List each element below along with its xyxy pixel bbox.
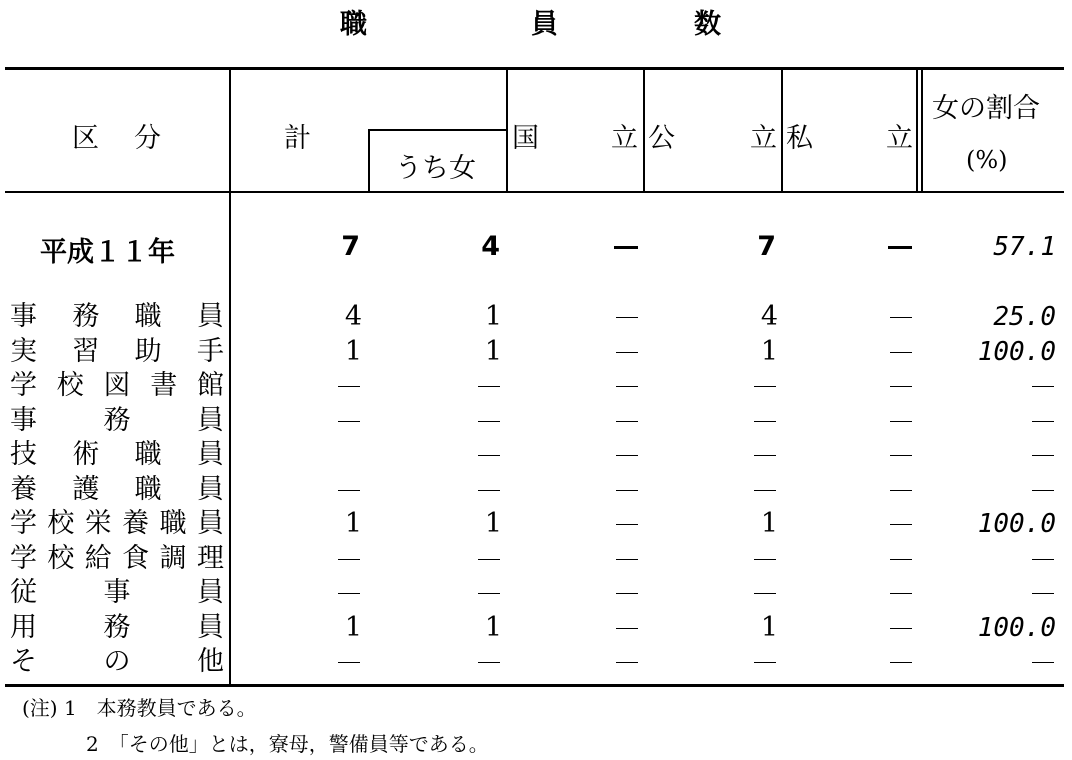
header-public-char-1: 公	[648, 123, 675, 154]
table-row	[0, 611, 1072, 645]
summary-private-dash	[888, 230, 912, 264]
public-dash	[754, 576, 776, 610]
row-label-char: 養	[122, 508, 150, 539]
female-value: 1	[484, 301, 502, 332]
row-label	[10, 473, 224, 507]
row-label-char: 員	[197, 577, 224, 608]
row-label-char: 手	[196, 335, 224, 367]
female-dash	[478, 576, 500, 610]
table-row	[0, 645, 1072, 679]
public-dash	[754, 369, 776, 403]
row-label-char: 校	[47, 542, 75, 574]
national-dash	[616, 369, 638, 403]
row-label	[10, 438, 224, 472]
page-title-char-2: 員	[531, 9, 558, 40]
total-dash	[338, 542, 360, 576]
table-bottom-rule	[5, 684, 1064, 687]
row-label	[10, 335, 224, 369]
row-label-char: 員	[196, 439, 224, 470]
row-label-char: 事	[10, 301, 37, 332]
table-row	[0, 438, 1072, 472]
public-dash	[754, 542, 776, 576]
row-label-char: 館	[197, 370, 224, 401]
public-dash	[754, 473, 776, 507]
female-dash	[478, 438, 500, 472]
row-label-char: 職	[134, 473, 162, 505]
header-female-sub: うち女	[395, 153, 476, 184]
row-label-char: 職	[134, 439, 162, 470]
ratio-value: 100.0	[977, 336, 1056, 367]
national-dash	[616, 438, 638, 472]
public-dash	[754, 645, 776, 679]
public-value: 1	[760, 508, 778, 539]
header-category-char-1: 区	[72, 123, 99, 154]
row-label-char: 技	[10, 439, 37, 470]
private-dash	[890, 645, 912, 679]
row-label-char: 学	[10, 370, 37, 401]
female-dash	[478, 542, 500, 576]
public-dash	[754, 438, 776, 472]
row-label-char: 食	[122, 542, 150, 574]
female-sub-left-rule	[368, 129, 370, 192]
row-label-char: 務	[72, 301, 100, 332]
row-label	[10, 645, 224, 679]
row-label	[10, 542, 224, 576]
row-label-char: 従	[10, 577, 37, 608]
header-percent-unit: (%)	[966, 146, 1008, 174]
table-row	[0, 404, 1072, 438]
data-rows	[0, 300, 1072, 684]
row-label-char: 栄	[84, 508, 112, 539]
female-sub-top-rule	[368, 129, 506, 131]
table-row	[0, 507, 1072, 541]
row-label	[10, 611, 224, 645]
table-row	[0, 542, 1072, 576]
row-label-char: 術	[72, 439, 100, 470]
female-value: 1	[484, 611, 502, 643]
female-dash	[478, 645, 500, 679]
summary-female: 4	[481, 231, 500, 262]
ratio-dash	[1032, 438, 1054, 472]
row-label-char: 学	[10, 508, 37, 539]
total-dash	[338, 645, 360, 679]
total-value: 1	[344, 335, 362, 367]
summary-public: 7	[757, 231, 776, 262]
private-ratio-double-rule-a	[916, 67, 918, 192]
summary-ratio: 57.1	[993, 232, 1056, 262]
row-label-char: 員	[197, 404, 224, 436]
female-value: 1	[484, 508, 502, 539]
row-label-char: そ	[10, 646, 37, 677]
private-dash	[890, 611, 912, 645]
total-dash	[338, 369, 360, 403]
private-dash	[890, 507, 912, 541]
row-label-char: 職	[159, 508, 187, 539]
summary-row-label: 平成１１年	[40, 237, 175, 268]
row-label-char: 事	[10, 404, 37, 436]
row-label-char: 調	[159, 542, 187, 574]
total-value: 4	[344, 301, 362, 332]
row-label-char: 図	[103, 370, 131, 401]
public-private-divider	[781, 67, 783, 192]
row-label-char: 務	[103, 404, 131, 436]
total-value: 1	[344, 611, 362, 643]
row-label-char: 習	[72, 335, 100, 367]
page-title-char-3: 数	[694, 9, 721, 40]
row-label-char: 用	[10, 611, 37, 643]
private-ratio-double-rule-b	[921, 67, 923, 192]
female-value: 1	[484, 335, 502, 367]
ratio-dash	[1032, 645, 1054, 679]
private-dash	[890, 473, 912, 507]
ratio-dash	[1032, 404, 1054, 438]
national-dash	[616, 335, 638, 369]
row-label-char: 他	[197, 646, 224, 677]
female-dash	[478, 404, 500, 438]
total-national-divider	[506, 67, 508, 192]
summary-national-dash	[614, 230, 638, 264]
national-dash	[616, 645, 638, 679]
row-label-char: 員	[197, 611, 224, 643]
national-dash	[616, 300, 638, 334]
private-dash	[890, 576, 912, 610]
national-dash	[616, 404, 638, 438]
ratio-dash	[1032, 369, 1054, 403]
female-dash	[478, 473, 500, 507]
header-category-char-2: 分	[134, 123, 161, 154]
row-label	[10, 369, 224, 403]
row-label-char: 理	[196, 542, 224, 574]
row-label-char: 務	[103, 611, 131, 643]
ratio-value: 100.0	[977, 612, 1056, 643]
header-total: 計	[284, 123, 311, 154]
table-row	[0, 576, 1072, 610]
national-public-divider	[643, 67, 645, 192]
table-row	[0, 473, 1072, 507]
private-dash	[890, 404, 912, 438]
female-dash	[478, 369, 500, 403]
total-dash	[338, 576, 360, 610]
row-label-char: 員	[196, 473, 224, 505]
private-dash	[890, 300, 912, 334]
header-national-char-2: 立	[611, 123, 638, 154]
note-2: 2 「その他」とは，寮母，警備員等である。	[86, 732, 489, 756]
row-label-char: 実	[10, 335, 37, 367]
ratio-dash	[1032, 473, 1054, 507]
header-public-char-2: 立	[750, 123, 777, 154]
row-label-char: の	[103, 646, 131, 677]
page-title-char-1: 職	[340, 9, 367, 40]
header-national-char-1: 国	[512, 123, 539, 154]
private-dash	[890, 369, 912, 403]
national-dash	[616, 576, 638, 610]
public-value: 1	[760, 335, 778, 367]
row-label-char: 学	[10, 542, 37, 574]
row-label-char: 事	[103, 577, 131, 608]
ratio-dash	[1032, 542, 1054, 576]
row-label-char: 給	[84, 542, 112, 574]
header-female-ratio: 女の割合	[932, 93, 1040, 124]
national-dash	[616, 507, 638, 541]
row-label-char: 校	[47, 508, 75, 539]
row-label	[10, 300, 224, 334]
national-dash	[616, 611, 638, 645]
header-private-char-1: 私	[786, 123, 813, 154]
national-dash	[616, 542, 638, 576]
private-dash	[890, 335, 912, 369]
total-dash	[338, 404, 360, 438]
table-top-rule	[5, 67, 1064, 70]
national-dash	[616, 473, 638, 507]
row-label	[10, 507, 224, 541]
ratio-dash	[1032, 576, 1054, 610]
row-label-char: 校	[56, 370, 84, 401]
row-label-char: 職	[134, 301, 162, 332]
row-label	[10, 404, 224, 438]
total-value: 1	[344, 508, 362, 539]
row-label-char: 護	[72, 473, 100, 505]
row-label-char: 書	[150, 370, 178, 401]
table-row	[0, 335, 1072, 369]
ratio-value: 100.0	[977, 509, 1056, 539]
row-label-char: 員	[196, 508, 224, 539]
public-dash	[754, 404, 776, 438]
summary-total: 7	[341, 231, 360, 262]
total-dash	[338, 473, 360, 507]
private-dash	[890, 542, 912, 576]
private-dash	[890, 438, 912, 472]
row-label	[10, 576, 224, 610]
public-value: 1	[760, 611, 778, 643]
public-value: 4	[760, 301, 778, 332]
row-label-char: 養	[10, 473, 37, 505]
table-row	[0, 300, 1072, 334]
table-row	[0, 369, 1072, 403]
note-1: (注) 1 本務教員である。	[22, 696, 257, 720]
header-private-char-2: 立	[886, 123, 913, 154]
ratio-value: 25.0	[993, 302, 1056, 332]
row-label-char: 員	[196, 301, 224, 332]
row-label-char: 助	[134, 335, 162, 367]
header-bottom-rule	[5, 191, 1064, 193]
